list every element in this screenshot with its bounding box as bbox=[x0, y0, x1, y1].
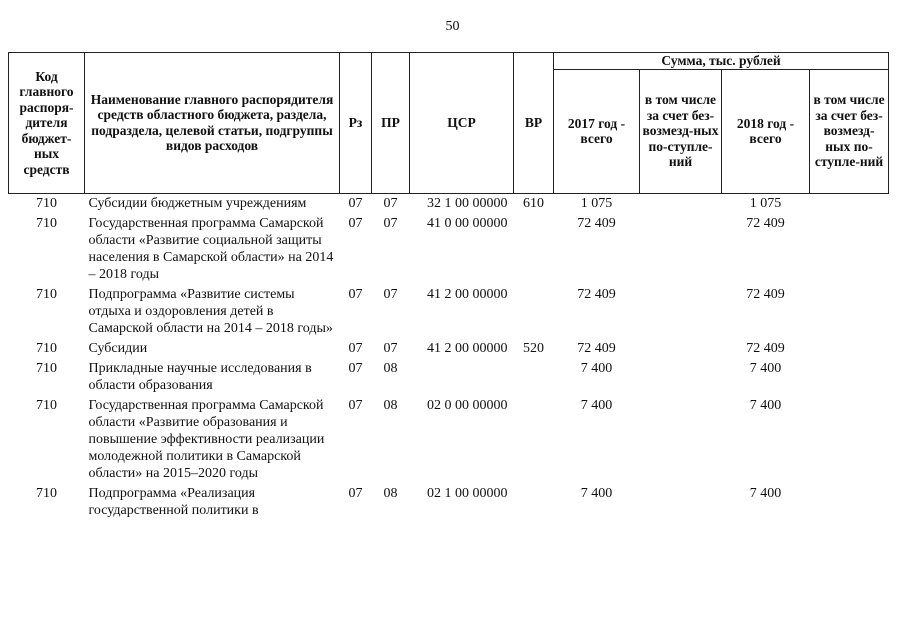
cell-name: Подпрограмма «Реализация государственной политики в bbox=[88, 485, 259, 518]
cell-2018-total: 1 075 bbox=[749, 195, 782, 211]
header-2018-free: в том числе за счет без-возмезд-ных по-ступле-ний bbox=[810, 69, 889, 193]
cell-name: Прикладные научные исследования в области образования bbox=[88, 360, 312, 393]
header-rz: Рз bbox=[340, 53, 372, 194]
cell-2018-total: 7 400 bbox=[749, 397, 782, 413]
cell-2017-total: 72 409 bbox=[577, 215, 616, 231]
cell-csr: 32 1 00 00000 bbox=[427, 195, 508, 211]
table-body bbox=[9, 193, 889, 521]
table-header bbox=[9, 53, 889, 194]
cell-vr bbox=[514, 484, 554, 521]
header-kod: Код главного распоря-дителя бюджет-ных средств bbox=[9, 53, 85, 194]
cell-2017-free bbox=[640, 339, 722, 359]
cell-2017-total: 1 075 bbox=[580, 195, 613, 211]
cell-vr bbox=[514, 359, 554, 396]
cell-csr bbox=[410, 359, 514, 396]
cell-2017-total: 7 400 bbox=[580, 360, 613, 376]
cell-name: Государственная программа Самарской области «Развитие социальной защиты населения в Самарской области» на 2014 – 2018 годы bbox=[88, 215, 334, 282]
cell-kod: 710 bbox=[36, 485, 57, 501]
header-2018-total: 2018 год - всего bbox=[722, 69, 810, 193]
table-row bbox=[9, 193, 889, 214]
cell-2017-total: 7 400 bbox=[580, 485, 613, 501]
cell-pr: 07 bbox=[383, 340, 398, 356]
cell-kod: 710 bbox=[36, 360, 57, 376]
cell-pr: 08 bbox=[383, 397, 398, 413]
header-pr: ПР bbox=[372, 53, 410, 194]
cell-2018-total: 72 409 bbox=[746, 215, 785, 231]
header-2017-free: в том числе за счет без-возмезд-ных по-ступле-ний bbox=[640, 69, 722, 193]
cell-pr: 08 bbox=[383, 360, 398, 376]
cell-name: Подпрограмма «Развитие системы отдыха и оздоровления детей в Самарской области на 2014 – 2018 годы» bbox=[88, 286, 333, 336]
cell-name: Государственная программа Самарской области «Развитие образования и повышение эффективности реализации молодежной политики в Самарской области» на 2015–2020 годы bbox=[88, 397, 325, 481]
header-summa: Сумма, тыс. рублей bbox=[554, 53, 889, 70]
cell-2018-total: 7 400 bbox=[749, 485, 782, 501]
cell-csr: 02 1 00 00000 bbox=[427, 485, 508, 501]
cell-2018-total: 7 400 bbox=[749, 360, 782, 376]
cell-vr bbox=[514, 214, 554, 285]
cell-pr: 08 bbox=[383, 485, 398, 501]
header-2017-total: 2017 год - всего bbox=[554, 69, 640, 193]
cell-kod: 710 bbox=[36, 195, 57, 211]
cell-2018-free bbox=[810, 484, 889, 521]
header-vr: ВР bbox=[514, 53, 554, 194]
cell-kod: 710 bbox=[36, 286, 57, 302]
cell-name: Субсидии бюджетным учреждениям bbox=[88, 195, 307, 211]
cell-rz: 07 bbox=[348, 215, 363, 231]
cell-csr: 41 2 00 00000 bbox=[427, 286, 508, 302]
cell-2018-total: 72 409 bbox=[746, 286, 785, 302]
cell-2018-total: 72 409 bbox=[746, 340, 785, 356]
cell-2017-total: 72 409 bbox=[577, 340, 616, 356]
cell-vr bbox=[514, 396, 554, 484]
cell-vr bbox=[514, 285, 554, 339]
cell-kod: 710 bbox=[36, 215, 57, 231]
cell-kod: 710 bbox=[36, 340, 57, 356]
header-name: Наименование главного распорядителя средств областного бюджета, раздела, подраздела, целевой статьи, подгруппы видов расходов bbox=[85, 53, 340, 194]
cell-2018-free bbox=[810, 285, 889, 339]
cell-rz: 07 bbox=[348, 286, 363, 302]
cell-2017-free bbox=[640, 285, 722, 339]
cell-pr: 07 bbox=[383, 195, 398, 211]
cell-rz: 07 bbox=[348, 360, 363, 376]
cell-2018-free bbox=[810, 359, 889, 396]
cell-2017-free bbox=[640, 359, 722, 396]
cell-vr: 610 bbox=[523, 195, 544, 211]
cell-pr: 07 bbox=[383, 286, 398, 302]
cell-kod: 710 bbox=[36, 397, 57, 413]
table-row bbox=[9, 396, 889, 484]
cell-csr: 41 2 00 00000 bbox=[427, 340, 508, 356]
cell-vr: 520 bbox=[523, 340, 544, 356]
cell-rz: 07 bbox=[348, 195, 363, 211]
table-row bbox=[9, 339, 889, 359]
page-number: 50 bbox=[445, 19, 460, 34]
cell-2017-free bbox=[640, 214, 722, 285]
cell-2018-free bbox=[810, 339, 889, 359]
table-row bbox=[9, 214, 889, 285]
cell-rz: 07 bbox=[348, 340, 363, 356]
table-row bbox=[9, 359, 889, 396]
cell-pr: 07 bbox=[383, 215, 398, 231]
cell-2017-free bbox=[640, 396, 722, 484]
cell-rz: 07 bbox=[348, 397, 363, 413]
table-row bbox=[9, 484, 889, 521]
budget-table bbox=[8, 52, 889, 521]
cell-name: Субсидии bbox=[88, 340, 148, 356]
header-csr: ЦСР bbox=[410, 53, 514, 194]
cell-2018-free bbox=[810, 396, 889, 484]
cell-2017-free bbox=[640, 484, 722, 521]
table-row bbox=[9, 285, 889, 339]
cell-csr: 41 0 00 00000 bbox=[427, 215, 508, 231]
cell-2017-total: 72 409 bbox=[577, 286, 616, 302]
cell-2018-free bbox=[810, 214, 889, 285]
cell-rz: 07 bbox=[348, 485, 363, 501]
cell-2018-free bbox=[810, 193, 889, 214]
cell-2017-free bbox=[640, 193, 722, 214]
cell-csr: 02 0 00 00000 bbox=[427, 397, 508, 413]
cell-2017-total: 7 400 bbox=[580, 397, 613, 413]
